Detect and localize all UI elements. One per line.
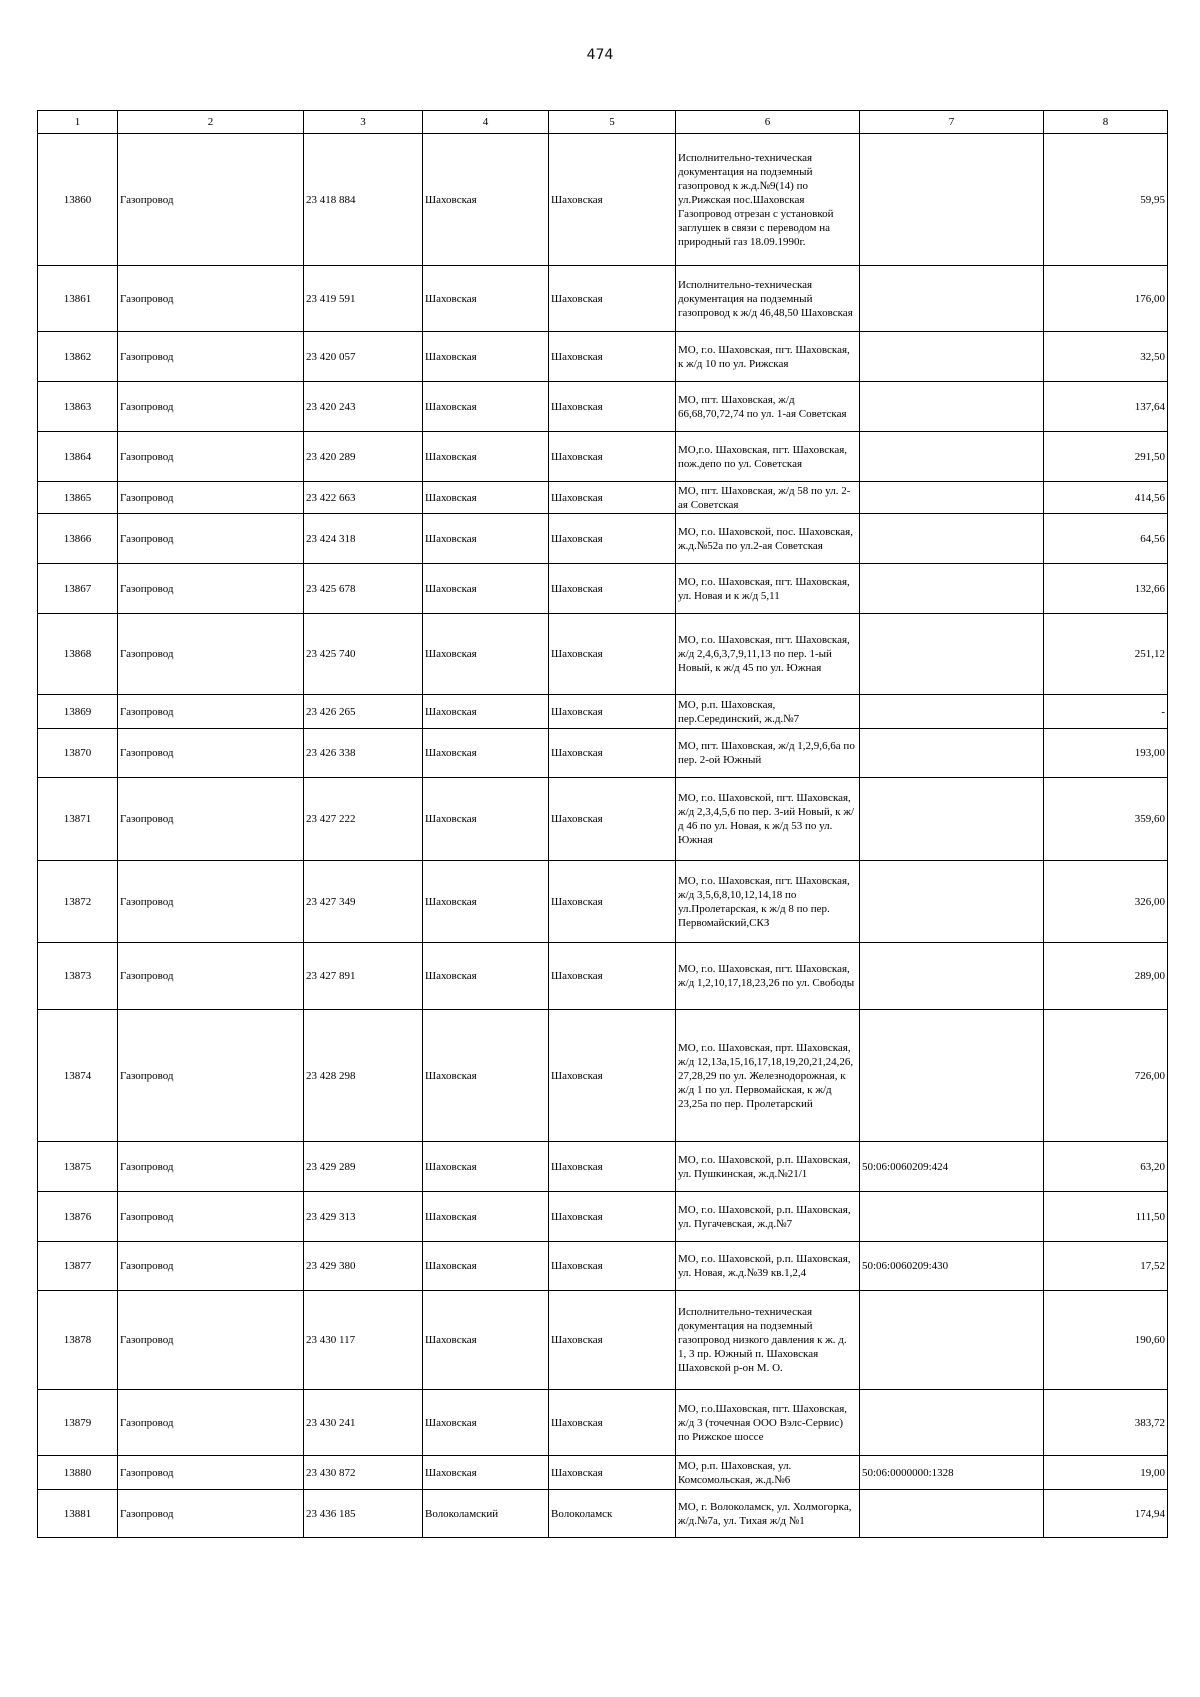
cell-col-3: 23 424 318 — [304, 514, 423, 564]
cell-col-5: Шаховская — [549, 332, 676, 382]
cell-col-3: 23 436 185 — [304, 1490, 423, 1538]
cell-col-2: Газопровод — [118, 943, 304, 1010]
cell-col-6: МО, г. Волоколамск, ул. Холмогорка, ж/д.№7а, ул. Тихая ж/д №1 — [676, 1490, 860, 1538]
table-row — [38, 266, 1168, 332]
column-header: 6 — [676, 111, 860, 134]
cell-col-5: Шаховская — [549, 695, 676, 729]
cell-col-4: Волоколамский — [423, 1490, 549, 1538]
table-row — [38, 1142, 1168, 1192]
cell-col-6: МО, г.о. Шаховской, р.п. Шаховская, ул. Новая, ж.д.№39 кв.1,2,4 — [676, 1242, 860, 1291]
table-row — [38, 943, 1168, 1010]
table-row — [38, 134, 1168, 266]
cell-col-7 — [860, 482, 1044, 514]
column-header: 1 — [38, 111, 118, 134]
cell-col-1: 13880 — [38, 1456, 118, 1490]
cell-col-2: Газопровод — [118, 266, 304, 332]
cell-col-6: МО, г.о. Шаховская, пгт. Шаховская, ж/д 3,5,6,8,10,12,14,18 по ул.Пролетарская, к ж/д 8 по пер. Первомайский,СКЗ — [676, 861, 860, 943]
cell-col-5: Шаховская — [549, 1456, 676, 1490]
table-row — [38, 729, 1168, 778]
table-row — [38, 695, 1168, 729]
cell-col-2: Газопровод — [118, 778, 304, 861]
cell-col-5: Волоколамск — [549, 1490, 676, 1538]
cell-col-3: 23 422 663 — [304, 482, 423, 514]
column-header: 5 — [549, 111, 676, 134]
cell-col-4: Шаховская — [423, 861, 549, 943]
cell-col-3: 23 429 313 — [304, 1192, 423, 1242]
cell-col-7 — [860, 861, 1044, 943]
cell-col-1: 13869 — [38, 695, 118, 729]
cell-col-4: Шаховская — [423, 1291, 549, 1390]
cell-col-8: - — [1044, 695, 1168, 729]
column-header: 2 — [118, 111, 304, 134]
cell-col-1: 13879 — [38, 1390, 118, 1456]
cell-col-1: 13875 — [38, 1142, 118, 1192]
cell-col-7 — [860, 943, 1044, 1010]
cell-col-8: 251,12 — [1044, 614, 1168, 695]
cell-col-7: 50:06:0000000:1328 — [860, 1456, 1044, 1490]
cell-col-5: Шаховская — [549, 382, 676, 432]
cell-col-8: 289,00 — [1044, 943, 1168, 1010]
cell-col-3: 23 426 338 — [304, 729, 423, 778]
cell-col-3: 23 427 349 — [304, 861, 423, 943]
cell-col-2: Газопровод — [118, 1142, 304, 1192]
cell-col-8: 359,60 — [1044, 778, 1168, 861]
cell-col-1: 13868 — [38, 614, 118, 695]
cell-col-4: Шаховская — [423, 332, 549, 382]
cell-col-5: Шаховская — [549, 1192, 676, 1242]
table-row — [38, 1010, 1168, 1142]
cell-col-4: Шаховская — [423, 614, 549, 695]
cell-col-4: Шаховская — [423, 1142, 549, 1192]
cell-col-1: 13873 — [38, 943, 118, 1010]
cell-col-6: Исполнительно-техническая документация на подземный газопровод к ж/д 46,48,50 Шаховская — [676, 266, 860, 332]
cell-col-7 — [860, 432, 1044, 482]
cell-col-5: Шаховская — [549, 514, 676, 564]
cell-col-6: МО,г.о. Шаховская, пгт. Шаховская, пож.депо по ул. Советская — [676, 432, 860, 482]
cell-col-4: Шаховская — [423, 134, 549, 266]
cell-col-7 — [860, 564, 1044, 614]
cell-col-4: Шаховская — [423, 514, 549, 564]
cell-col-6: МО, г.о. Шаховская, пгт. Шаховская, к ж/д 10 по ул. Рижская — [676, 332, 860, 382]
cell-col-4: Шаховская — [423, 482, 549, 514]
table-row — [38, 432, 1168, 482]
cell-col-8: 326,00 — [1044, 861, 1168, 943]
cell-col-3: 23 430 872 — [304, 1456, 423, 1490]
cell-col-8: 414,56 — [1044, 482, 1168, 514]
cell-col-3: 23 418 884 — [304, 134, 423, 266]
cell-col-7 — [860, 266, 1044, 332]
cell-col-2: Газопровод — [118, 861, 304, 943]
cell-col-6: МО, г.о. Шаховская, пгт. Шаховская, ж/д 2,4,6,3,7,9,11,13 по пер. 1-ый Новый, к ж/д 45 по ул. Южная — [676, 614, 860, 695]
cell-col-3: 23 428 298 — [304, 1010, 423, 1142]
table-row — [38, 1192, 1168, 1242]
cell-col-6: Исполнительно-техническая документация на подземный газопровод низкого давления к ж. д. 1, 3 пр. Южный п. Шаховская Шаховской р-он М. О. — [676, 1291, 860, 1390]
cell-col-4: Шаховская — [423, 432, 549, 482]
cell-col-5: Шаховская — [549, 943, 676, 1010]
cell-col-7 — [860, 514, 1044, 564]
table-body — [38, 134, 1168, 1538]
cell-col-1: 13863 — [38, 382, 118, 432]
cell-col-5: Шаховская — [549, 614, 676, 695]
cell-col-4: Шаховская — [423, 943, 549, 1010]
cell-col-3: 23 427 891 — [304, 943, 423, 1010]
cell-col-8: 176,00 — [1044, 266, 1168, 332]
cell-col-8: 383,72 — [1044, 1390, 1168, 1456]
cell-col-1: 13866 — [38, 514, 118, 564]
cell-col-4: Шаховская — [423, 266, 549, 332]
table-row — [38, 1291, 1168, 1390]
cell-col-3: 23 420 289 — [304, 432, 423, 482]
cell-col-5: Шаховская — [549, 729, 676, 778]
table-row — [38, 1390, 1168, 1456]
cell-col-1: 13877 — [38, 1242, 118, 1291]
data-table — [37, 110, 1168, 1538]
cell-col-7 — [860, 1291, 1044, 1390]
cell-col-3: 23 420 057 — [304, 332, 423, 382]
table-header — [38, 111, 1168, 134]
cell-col-4: Шаховская — [423, 1456, 549, 1490]
column-header: 7 — [860, 111, 1044, 134]
cell-col-3: 23 425 678 — [304, 564, 423, 614]
cell-col-5: Шаховская — [549, 564, 676, 614]
cell-col-6: МО, г.о. Шаховской, пгт. Шаховская, ж/д 2,3,4,5,6 по пер. 3-ий Новый, к ж/д 46 по ул. Новая, к ж/д 53 по ул. Южная — [676, 778, 860, 861]
cell-col-4: Шаховская — [423, 1242, 549, 1291]
cell-col-1: 13861 — [38, 266, 118, 332]
cell-col-3: 23 430 117 — [304, 1291, 423, 1390]
cell-col-4: Шаховская — [423, 564, 549, 614]
header-row — [38, 111, 1168, 134]
cell-col-1: 13865 — [38, 482, 118, 514]
cell-col-8: 32,50 — [1044, 332, 1168, 382]
cell-col-4: Шаховская — [423, 729, 549, 778]
cell-col-2: Газопровод — [118, 1291, 304, 1390]
cell-col-6: МО, р.п. Шаховская, пер.Серединский, ж.д.№7 — [676, 695, 860, 729]
cell-col-6: МО, р.п. Шаховская, ул. Комсомольская, ж.д.№6 — [676, 1456, 860, 1490]
cell-col-6: МО, пгт. Шаховская, ж/д 58 по ул. 2-ая Советская — [676, 482, 860, 514]
column-header: 8 — [1044, 111, 1168, 134]
cell-col-3: 23 430 241 — [304, 1390, 423, 1456]
cell-col-8: 132,66 — [1044, 564, 1168, 614]
cell-col-4: Шаховская — [423, 1390, 549, 1456]
table-row — [38, 564, 1168, 614]
table-row — [38, 514, 1168, 564]
cell-col-5: Шаховская — [549, 1010, 676, 1142]
cell-col-1: 13876 — [38, 1192, 118, 1242]
table-row — [38, 861, 1168, 943]
cell-col-2: Газопровод — [118, 1192, 304, 1242]
cell-col-4: Шаховская — [423, 382, 549, 432]
cell-col-1: 13862 — [38, 332, 118, 382]
cell-col-2: Газопровод — [118, 729, 304, 778]
cell-col-7 — [860, 729, 1044, 778]
cell-col-4: Шаховская — [423, 695, 549, 729]
cell-col-5: Шаховская — [549, 1242, 676, 1291]
cell-col-7 — [860, 1192, 1044, 1242]
cell-col-8: 291,50 — [1044, 432, 1168, 482]
cell-col-8: 17,52 — [1044, 1242, 1168, 1291]
cell-col-8: 111,50 — [1044, 1192, 1168, 1242]
cell-col-7 — [860, 332, 1044, 382]
cell-col-2: Газопровод — [118, 1242, 304, 1291]
cell-col-4: Шаховская — [423, 1010, 549, 1142]
cell-col-5: Шаховская — [549, 432, 676, 482]
cell-col-3: 23 427 222 — [304, 778, 423, 861]
cell-col-8: 137,64 — [1044, 382, 1168, 432]
cell-col-8: 193,00 — [1044, 729, 1168, 778]
cell-col-1: 13867 — [38, 564, 118, 614]
cell-col-1: 13860 — [38, 134, 118, 266]
cell-col-7: 50:06:0060209:424 — [860, 1142, 1044, 1192]
column-header: 3 — [304, 111, 423, 134]
cell-col-7 — [860, 134, 1044, 266]
table-row — [38, 332, 1168, 382]
cell-col-8: 19,00 — [1044, 1456, 1168, 1490]
table-row — [38, 614, 1168, 695]
cell-col-4: Шаховская — [423, 778, 549, 861]
cell-col-5: Шаховская — [549, 778, 676, 861]
cell-col-5: Шаховская — [549, 861, 676, 943]
cell-col-5: Шаховская — [549, 1390, 676, 1456]
cell-col-7 — [860, 778, 1044, 861]
cell-col-6: МО, г.о. Шаховская, пгт. Шаховская, ул. Новая и к ж/д 5,11 — [676, 564, 860, 614]
cell-col-1: 13864 — [38, 432, 118, 482]
cell-col-3: 23 425 740 — [304, 614, 423, 695]
cell-col-2: Газопровод — [118, 1390, 304, 1456]
cell-col-2: Газопровод — [118, 564, 304, 614]
cell-col-3: 23 426 265 — [304, 695, 423, 729]
cell-col-1: 13872 — [38, 861, 118, 943]
cell-col-7 — [860, 382, 1044, 432]
cell-col-5: Шаховская — [549, 1291, 676, 1390]
cell-col-6: МО, г.о. Шаховская, прт. Шаховская, ж/д 12,13а,15,16,17,18,19,20,21,24,26, 27,28,29 по ул. Железнодорожная, к ж/д 1 по ул. Первомайская, к ж/д 23,25а по пер. Пролетарский — [676, 1010, 860, 1142]
cell-col-7 — [860, 1490, 1044, 1538]
cell-col-6: МО, г.о. Шаховской, р.п. Шаховская, ул. Пугачевская, ж.д.№7 — [676, 1192, 860, 1242]
cell-col-7: 50:06:0060209:430 — [860, 1242, 1044, 1291]
cell-col-7 — [860, 1010, 1044, 1142]
table-row — [38, 1490, 1168, 1538]
table-row — [38, 1242, 1168, 1291]
cell-col-2: Газопровод — [118, 432, 304, 482]
cell-col-8: 190,60 — [1044, 1291, 1168, 1390]
cell-col-1: 13878 — [38, 1291, 118, 1390]
column-header: 4 — [423, 111, 549, 134]
cell-col-7 — [860, 614, 1044, 695]
cell-col-2: Газопровод — [118, 332, 304, 382]
cell-col-2: Газопровод — [118, 482, 304, 514]
cell-col-5: Шаховская — [549, 482, 676, 514]
cell-col-7 — [860, 695, 1044, 729]
cell-col-8: 59,95 — [1044, 134, 1168, 266]
cell-col-5: Шаховская — [549, 134, 676, 266]
cell-col-6: Исполнительно-техническая документация на подземный газопровод к ж.д.№9(14) по ул.Рижская пос.Шаховская Газопровод отрезан с установкой заглушек в связи с переводом на природный газ 18.09.1990г. — [676, 134, 860, 266]
cell-col-6: МО, г.о.Шаховская, пгт. Шаховская, ж/д 3 (точечная ООО Вэлс-Сервис) по Рижское шоссе — [676, 1390, 860, 1456]
page-number: 474 — [586, 47, 614, 63]
cell-col-2: Газопровод — [118, 514, 304, 564]
cell-col-5: Шаховская — [549, 1142, 676, 1192]
cell-col-3: 23 429 380 — [304, 1242, 423, 1291]
cell-col-5: Шаховская — [549, 266, 676, 332]
cell-col-2: Газопровод — [118, 614, 304, 695]
cell-col-2: Газопровод — [118, 1456, 304, 1490]
cell-col-2: Газопровод — [118, 382, 304, 432]
cell-col-4: Шаховская — [423, 1192, 549, 1242]
cell-col-8: 64,56 — [1044, 514, 1168, 564]
cell-col-6: МО, г.о. Шаховская, пгт. Шаховская, ж/д 1,2,10,17,18,23,26 по ул. Свободы — [676, 943, 860, 1010]
cell-col-1: 13871 — [38, 778, 118, 861]
cell-col-6: МО, пгт. Шаховская, ж/д 1,2,9,6,6а по пер. 2-ой Южный — [676, 729, 860, 778]
cell-col-2: Газопровод — [118, 695, 304, 729]
table-row — [38, 382, 1168, 432]
cell-col-8: 63,20 — [1044, 1142, 1168, 1192]
cell-col-7 — [860, 1390, 1044, 1456]
cell-col-1: 13874 — [38, 1010, 118, 1142]
table-row — [38, 482, 1168, 514]
cell-col-8: 174,94 — [1044, 1490, 1168, 1538]
cell-col-3: 23 429 289 — [304, 1142, 423, 1192]
cell-col-6: МО, г.о. Шаховской, пос. Шаховская, ж.д.№52а по ул.2-ая Советская — [676, 514, 860, 564]
cell-col-6: МО, пгт. Шаховская, ж/д 66,68,70,72,74 по ул. 1-ая Советская — [676, 382, 860, 432]
cell-col-6: МО, г.о. Шаховской, р.п. Шаховская, ул. Пушкинская, ж.д.№21/1 — [676, 1142, 860, 1192]
cell-col-3: 23 419 591 — [304, 266, 423, 332]
cell-col-1: 13870 — [38, 729, 118, 778]
cell-col-1: 13881 — [38, 1490, 118, 1538]
cell-col-2: Газопровод — [118, 1490, 304, 1538]
cell-col-8: 726,00 — [1044, 1010, 1168, 1142]
cell-col-2: Газопровод — [118, 1010, 304, 1142]
cell-col-2: Газопровод — [118, 134, 304, 266]
cell-col-3: 23 420 243 — [304, 382, 423, 432]
table-row — [38, 1456, 1168, 1490]
table-row — [38, 778, 1168, 861]
